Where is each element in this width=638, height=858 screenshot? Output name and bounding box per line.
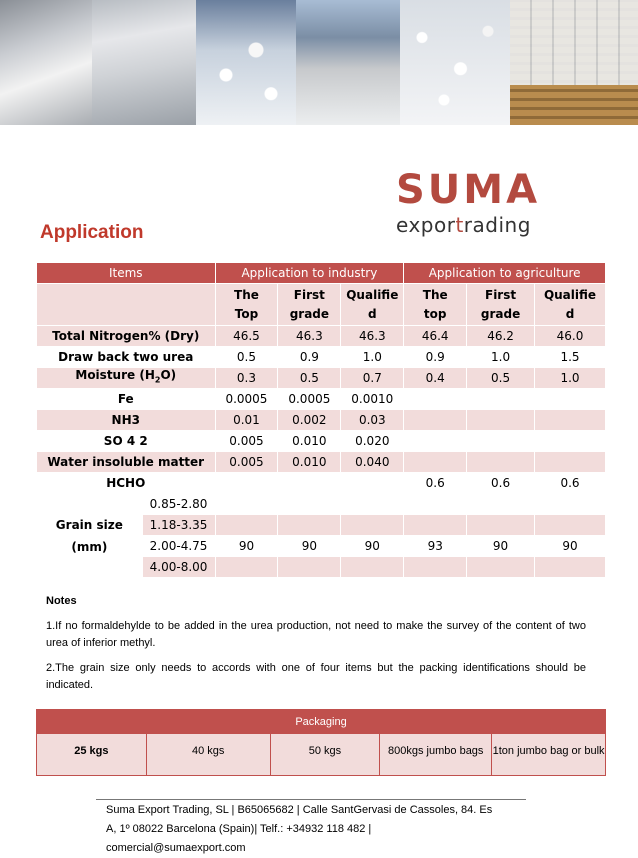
value-cell xyxy=(467,389,535,410)
subheader-text: grade xyxy=(289,306,330,321)
value-cell: 0.4 xyxy=(404,368,467,389)
note-1: 1.If no formaldehylde to be added in the urea production, not need to make the survey of the content of two urea of inferior methyl. xyxy=(46,620,586,649)
packaging-table xyxy=(36,709,606,776)
value-cell: 0.020 xyxy=(341,431,404,452)
table-row xyxy=(37,410,606,431)
row-label: Fe xyxy=(37,389,216,410)
subheader-text: Top xyxy=(234,306,259,321)
grain-range: 2.00-4.75 xyxy=(142,536,215,557)
value-cell xyxy=(535,410,606,431)
table-row xyxy=(37,347,606,368)
value-cell: 0.9 xyxy=(278,347,341,368)
grain-value: 90 xyxy=(467,536,535,557)
row-label: SO 4 2 xyxy=(37,431,216,452)
grain-range: 0.85-2.80 xyxy=(142,494,215,515)
value-cell: 46.3 xyxy=(278,326,341,347)
subheader-text: top xyxy=(423,306,447,321)
value-cell: 46.0 xyxy=(535,326,606,347)
value-cell: 0.010 xyxy=(278,431,341,452)
value-cell xyxy=(404,431,467,452)
packaging-1ton-jumbo: 1ton jumbo bag or bulk xyxy=(492,734,606,776)
value-cell: 0.010 xyxy=(278,452,341,473)
value-cell: 0.5 xyxy=(278,368,341,389)
row-label: Water insoluble matter xyxy=(37,452,216,473)
logo-wordmark: SUMA xyxy=(396,167,541,213)
grain-value xyxy=(404,494,467,515)
photo-storage-yard xyxy=(296,0,400,125)
grain-value xyxy=(535,515,606,536)
photo-warehouse-bags xyxy=(92,0,196,125)
grain-value xyxy=(215,557,278,578)
value-cell: 0.5 xyxy=(215,347,278,368)
value-cell: 46.5 xyxy=(215,326,278,347)
row-label: Draw back two urea xyxy=(37,347,216,368)
grain-range: 4.00-8.00 xyxy=(142,557,215,578)
subheader-text: grade xyxy=(480,306,521,321)
subheader-text: The xyxy=(422,287,448,302)
logo-tagline: exportrading xyxy=(396,213,531,237)
header-agriculture: Application to agriculture xyxy=(404,263,606,284)
subheader-text: d xyxy=(368,306,377,321)
table-row xyxy=(37,326,606,347)
notes-section xyxy=(46,593,586,702)
page-title: Application xyxy=(40,222,144,243)
grain-value: 90 xyxy=(341,536,404,557)
subheader-cell xyxy=(404,284,467,326)
subheader-text: First xyxy=(485,287,517,302)
value-cell xyxy=(341,473,404,494)
value-cell: 0.0010 xyxy=(341,389,404,410)
grain-size-body xyxy=(37,494,606,578)
photo-urea-granules xyxy=(196,0,296,125)
value-cell xyxy=(467,452,535,473)
value-cell: 1.0 xyxy=(467,347,535,368)
subheader-text: Qualifie xyxy=(346,287,399,302)
subheader-text: Qualifie xyxy=(543,287,597,302)
value-cell: 0.5 xyxy=(467,368,535,389)
photo-urea-pile xyxy=(0,0,92,125)
packaging-heading: Packaging xyxy=(37,710,606,734)
table-row xyxy=(37,452,606,473)
grain-value xyxy=(467,494,535,515)
value-cell: 0.6 xyxy=(404,473,467,494)
grain-value: 93 xyxy=(404,536,467,557)
footer xyxy=(106,801,526,858)
row-label: NH3 xyxy=(37,410,216,431)
header-items: Items xyxy=(37,263,216,284)
value-cell: 0.6 xyxy=(535,473,606,494)
spec-table xyxy=(36,262,606,578)
subheader-cell xyxy=(467,284,535,326)
table-row xyxy=(37,473,606,494)
packaging-25kg: 25 kgs xyxy=(37,734,147,776)
value-cell xyxy=(404,389,467,410)
value-cell: 0.7 xyxy=(341,368,404,389)
subheader-cell xyxy=(278,284,341,326)
packaging-50kg: 50 kgs xyxy=(270,734,380,776)
footer-line-2: A, 1º 08022 Barcelona (Spain)| Telf.: +34932 118 482 | xyxy=(106,823,372,835)
grain-value xyxy=(535,494,606,515)
value-cell: 0.002 xyxy=(278,410,341,431)
value-cell: 0.03 xyxy=(341,410,404,431)
value-cell xyxy=(404,452,467,473)
footer-email[interactable]: comercial@sumaexport.com xyxy=(106,842,246,854)
value-cell: 1.5 xyxy=(535,347,606,368)
value-cell: 46.4 xyxy=(404,326,467,347)
grain-value xyxy=(404,557,467,578)
grain-value xyxy=(404,515,467,536)
grain-value: 90 xyxy=(535,536,606,557)
packaging-row xyxy=(37,734,606,776)
grain-value xyxy=(341,494,404,515)
value-cell xyxy=(278,473,341,494)
value-cell xyxy=(404,410,467,431)
photo-urea-prills xyxy=(400,0,510,125)
note-2: 2.The grain size only needs to accords with one of four items but the packing identifications should be indicated. xyxy=(46,662,586,691)
value-cell xyxy=(467,431,535,452)
value-cell: 1.0 xyxy=(341,347,404,368)
value-cell xyxy=(535,431,606,452)
subheader-cell xyxy=(535,284,606,326)
header-industry: Application to industry xyxy=(215,263,404,284)
grain-value xyxy=(341,557,404,578)
table-row xyxy=(37,368,606,389)
packaging-40kg: 40 kgs xyxy=(146,734,270,776)
value-cell: 0.9 xyxy=(404,347,467,368)
value-cell: 0.0005 xyxy=(215,389,278,410)
grain-size-label: Grain size (mm) xyxy=(37,494,143,578)
value-cell: 0.6 xyxy=(467,473,535,494)
value-cell xyxy=(535,389,606,410)
grain-value xyxy=(467,515,535,536)
value-cell xyxy=(535,452,606,473)
grain-value xyxy=(215,494,278,515)
table-header-row xyxy=(37,263,606,284)
grain-value xyxy=(467,557,535,578)
grain-value: 90 xyxy=(278,536,341,557)
value-cell: 0.005 xyxy=(215,431,278,452)
grain-row xyxy=(37,494,606,515)
subheader-cell xyxy=(341,284,404,326)
table-row xyxy=(37,389,606,410)
grain-value xyxy=(341,515,404,536)
row-label: Total Nitrogen% (Dry) xyxy=(37,326,216,347)
value-cell: 0.0005 xyxy=(278,389,341,410)
subheader-text: First xyxy=(293,287,325,302)
value-cell: 1.0 xyxy=(535,368,606,389)
subheader-cell xyxy=(215,284,278,326)
value-cell: 0.01 xyxy=(215,410,278,431)
grain-value xyxy=(278,557,341,578)
photo-banner xyxy=(0,0,638,125)
grain-value: 90 xyxy=(215,536,278,557)
photo-pallet-stacks xyxy=(510,0,638,125)
grain-value xyxy=(215,515,278,536)
value-cell xyxy=(467,410,535,431)
value-cell: 0.005 xyxy=(215,452,278,473)
subheader-text: The xyxy=(234,287,259,302)
packaging-800kg-jumbo: 800kgs jumbo bags xyxy=(380,734,492,776)
grain-range: 1.18-3.35 xyxy=(142,515,215,536)
footer-divider xyxy=(96,799,526,800)
value-cell: 0.3 xyxy=(215,368,278,389)
subheader-empty xyxy=(37,284,216,326)
value-cell: 46.3 xyxy=(341,326,404,347)
table-body xyxy=(37,326,606,494)
subheader-text: d xyxy=(565,306,575,321)
grain-value xyxy=(278,494,341,515)
suma-logo xyxy=(396,167,586,240)
row-label: Moisture $(H_2O)$ xyxy=(37,368,216,389)
table-subheader-row xyxy=(37,284,606,326)
grain-value xyxy=(278,515,341,536)
grain-value xyxy=(535,557,606,578)
value-cell: 46.2 xyxy=(467,326,535,347)
footer-line-1: Suma Export Trading, SL | B65065682 | Calle SantGervasi de Cassoles, 84. Es xyxy=(106,804,493,816)
value-cell xyxy=(215,473,278,494)
table-row xyxy=(37,431,606,452)
value-cell: 0.040 xyxy=(341,452,404,473)
row-label: HCHO xyxy=(37,473,216,494)
notes-heading: Notes xyxy=(46,595,77,607)
